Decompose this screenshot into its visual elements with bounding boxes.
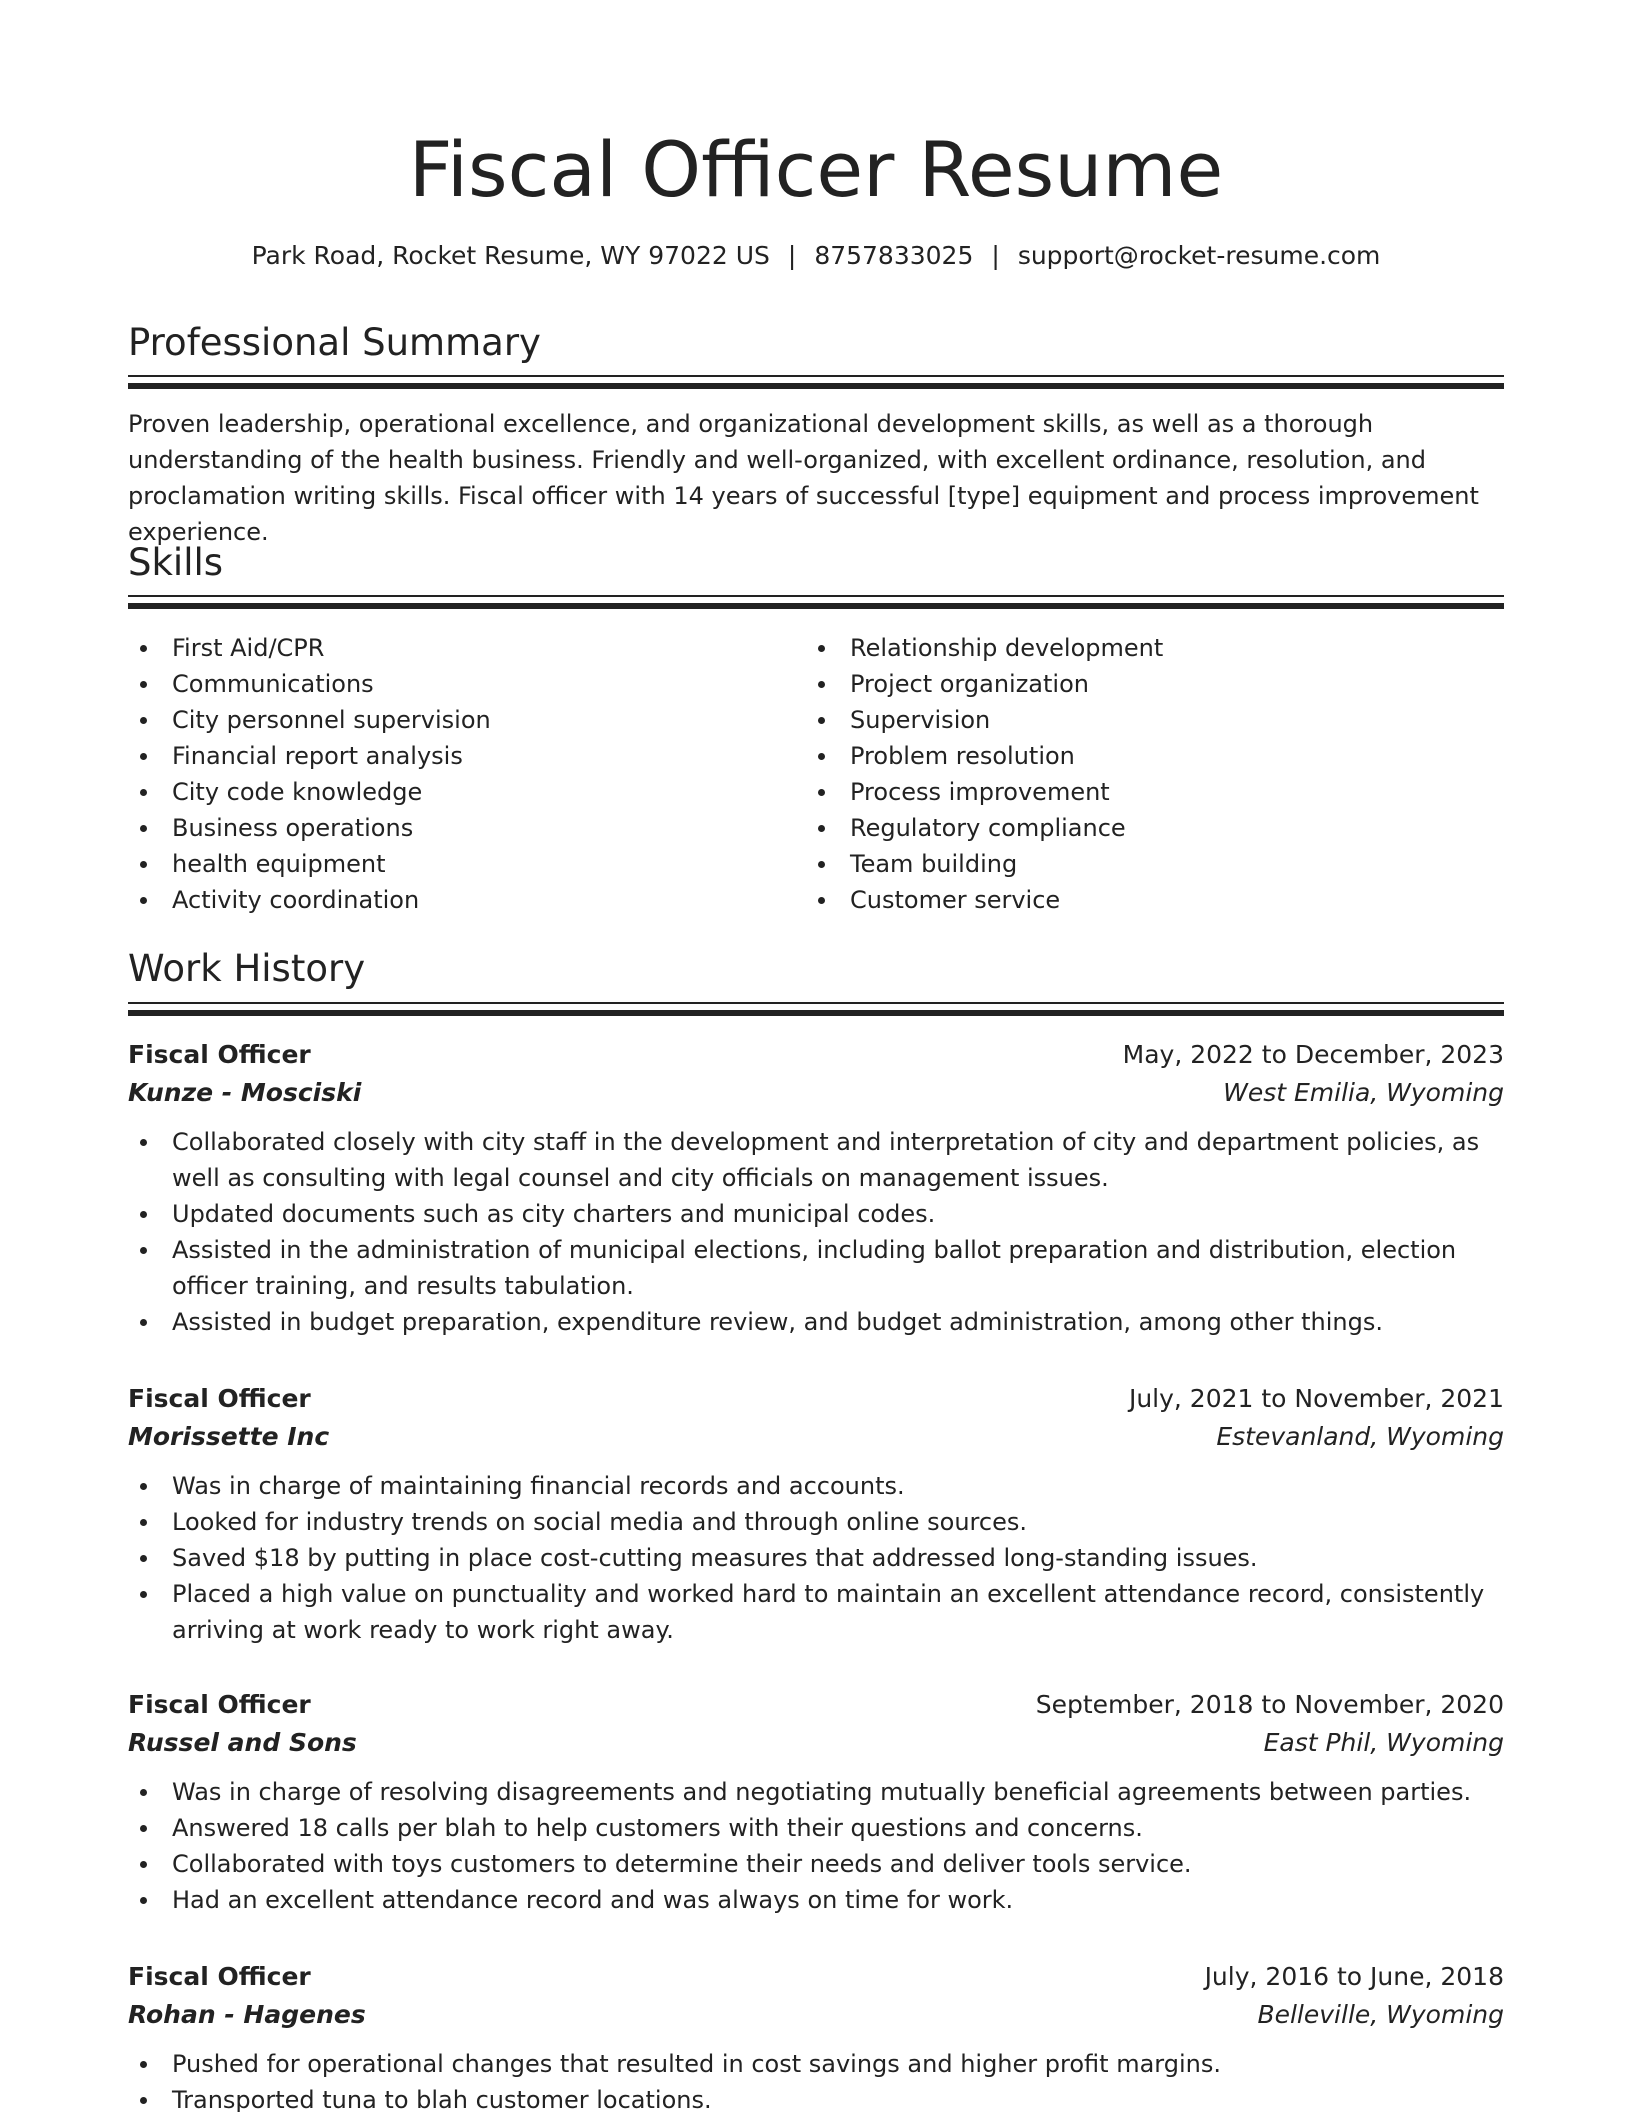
summary-text: Proven leadership, operational excellence, and organizational development skills, as well as a thorough understanding of the health business. Friendly and well-organized, with excellent ordinance, resolution, and proclamation writing skills. Fiscal officer with 14 years of successful [type] equipment and process improvement experience.	[128, 410, 1479, 546]
contact-separator: |	[787, 241, 797, 270]
job-bullet: Assisted in the administration of municipal elections, including ballot preparation and distribution, election officer training, and results tabulation.	[128, 1232, 1504, 1304]
job-location: Belleville, Wyoming	[1257, 2000, 1504, 2029]
skill-item: health equipment	[128, 846, 768, 882]
job-location: East Phil, Wyoming	[1263, 1728, 1504, 1757]
contact-separator: |	[991, 241, 1000, 270]
job-bullet: Had an excellent attendance record and was always on time for work.	[128, 1882, 1504, 1918]
contact-address: Park Road, Rocket Resume, WY 97022 US	[251, 241, 770, 270]
skill-item: Financial report analysis	[128, 738, 768, 774]
job-title: Fiscal Officer	[128, 1040, 311, 1069]
job-title: Fiscal Officer	[128, 1962, 311, 1991]
skill-item: Business operations	[128, 810, 768, 846]
job-company: Kunze - Mosciski	[128, 1078, 362, 1107]
job-dates: September, 2018 to November, 2020	[1035, 1690, 1504, 1719]
contact-line	[0, 238, 1632, 274]
summary-heading: Professional Summary	[128, 321, 541, 364]
job-bullet: Transported tuna to blah customer locations.	[128, 2082, 1504, 2112]
contact-email: support@rocket-resume.com	[1017, 241, 1381, 270]
job-bullet: Was in charge of resolving disagreements and negotiating mutually beneficial agreements between parties.	[128, 1774, 1504, 1810]
job-bullet: Was in charge of maintaining financial records and accounts.	[128, 1468, 1504, 1504]
job-dates: July, 2016 to June, 2018	[1204, 1962, 1504, 1991]
skill-item: Team building	[806, 846, 1446, 882]
job-bullet: Looked for industry trends on social media and through online sources.	[128, 1504, 1504, 1540]
skill-item: City code knowledge	[128, 774, 768, 810]
job-company: Russel and Sons	[128, 1728, 357, 1757]
job-bullet: Answered 18 calls per blah to help customers with their questions and concerns.	[128, 1810, 1504, 1846]
job-entry	[128, 1958, 1504, 2112]
job-bullet: Assisted in budget preparation, expenditure review, and budget administration, among other things.	[128, 1304, 1504, 1340]
skill-item: Problem resolution	[806, 738, 1446, 774]
work-history-heading: Work History	[128, 947, 366, 990]
skill-item: Project organization	[806, 666, 1446, 702]
job-company: Rohan - Hagenes	[128, 2000, 366, 2029]
job-bullets	[128, 1774, 1504, 1918]
skills-heading: Skills	[128, 541, 224, 584]
job-bullets	[128, 1468, 1504, 1648]
job-bullet: Placed a high value on punctuality and worked hard to maintain an excellent attendance record, consistently arriving at work ready to work right away.	[128, 1576, 1504, 1648]
skills-list-left	[128, 630, 768, 918]
job-bullets	[128, 1124, 1504, 1340]
skill-item: City personnel supervision	[128, 702, 768, 738]
contact-phone: 8757833025	[814, 241, 974, 270]
job-location: West Emilia, Wyoming	[1223, 1078, 1504, 1107]
job-bullet: Saved $18 by putting in place cost-cutting measures that addressed long-standing issues.	[128, 1540, 1504, 1576]
skill-item: Process improvement	[806, 774, 1446, 810]
resume-title: Fiscal Officer Resume	[408, 125, 1224, 214]
job-company: Morissette Inc	[128, 1422, 330, 1451]
job-entry	[128, 1036, 1504, 1340]
skills-list-right	[806, 630, 1446, 918]
skill-item: First Aid/CPR	[128, 630, 768, 666]
skill-item: Communications	[128, 666, 768, 702]
job-title: Fiscal Officer	[128, 1690, 311, 1719]
job-bullet: Collaborated closely with city staff in the development and interpretation of city and department policies, as well as consulting with legal counsel and city officials on management issues.	[128, 1124, 1504, 1196]
skill-item: Relationship development	[806, 630, 1446, 666]
job-bullet: Collaborated with toys customers to determine their needs and deliver tools service.	[128, 1846, 1504, 1882]
skill-item: Regulatory compliance	[806, 810, 1446, 846]
skill-item: Supervision	[806, 702, 1446, 738]
job-dates: July, 2021 to November, 2021	[1128, 1384, 1504, 1413]
job-location: Estevanland, Wyoming	[1216, 1422, 1504, 1451]
job-bullets	[128, 2046, 1504, 2112]
skill-item: Customer service	[806, 882, 1446, 918]
job-title: Fiscal Officer	[128, 1384, 311, 1413]
job-bullet: Pushed for operational changes that resulted in cost savings and higher profit margins.	[128, 2046, 1504, 2082]
job-entry	[128, 1380, 1504, 1648]
section-divider	[128, 595, 1504, 613]
job-entry	[128, 1686, 1504, 1918]
section-divider	[128, 375, 1504, 393]
skill-item: Activity coordination	[128, 882, 768, 918]
section-divider	[128, 1002, 1504, 1020]
job-dates: May, 2022 to December, 2023	[1122, 1040, 1504, 1069]
job-bullet: Updated documents such as city charters and municipal codes.	[128, 1196, 1504, 1232]
